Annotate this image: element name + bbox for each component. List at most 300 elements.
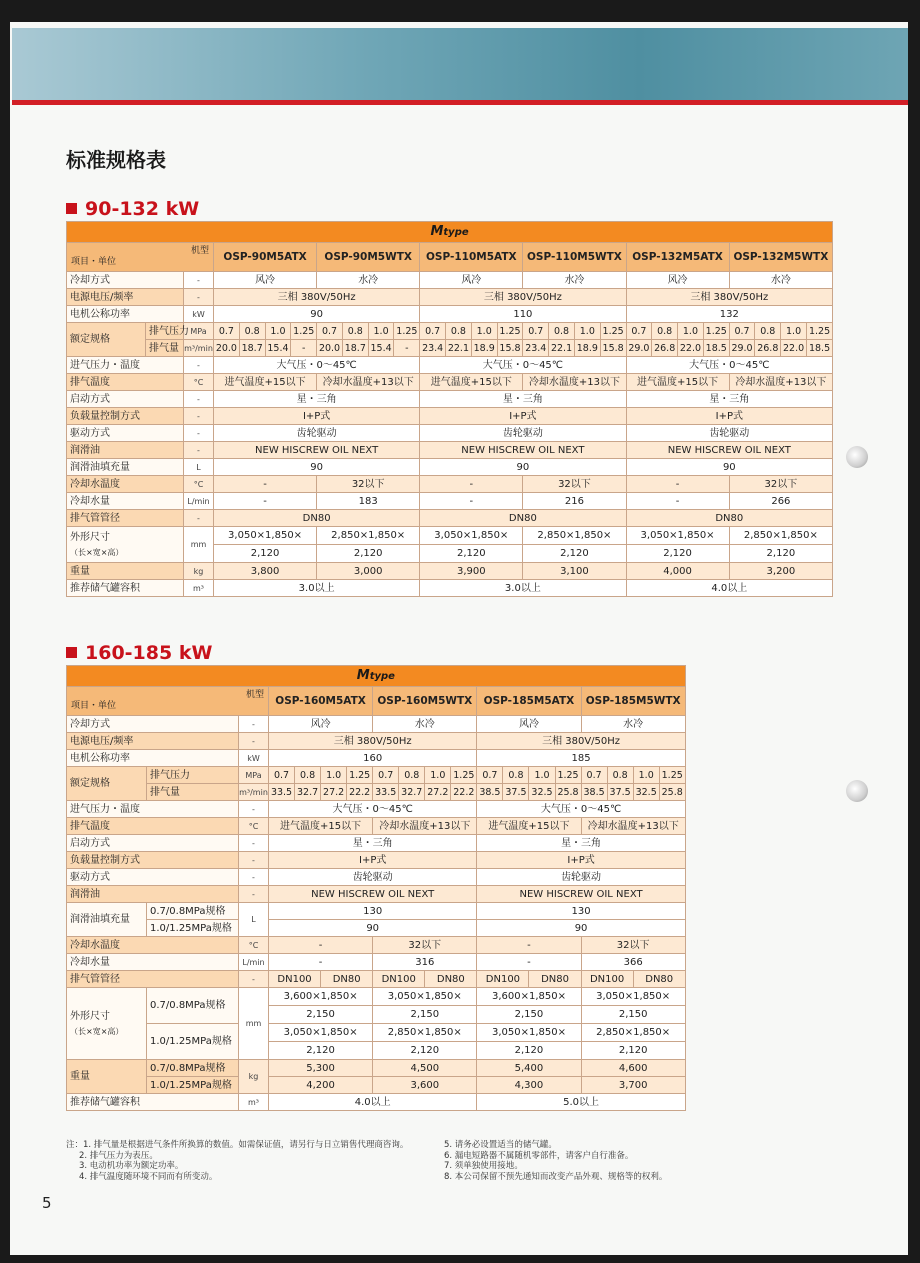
intake-row (67, 801, 686, 818)
value-cell: 33.5 (373, 784, 399, 801)
row-label: 驱动方式 (67, 425, 184, 442)
value-cell: 3,600×1,850× (477, 988, 581, 1006)
value-cell: 110 (420, 306, 626, 323)
value-cell: 5,400 (477, 1060, 581, 1077)
value-cell: 0.7 (581, 767, 607, 784)
value-cell: NEW HISCREW OIL NEXT (214, 442, 420, 459)
row-label: 冷却方式 (67, 716, 239, 733)
header-corner (67, 243, 214, 272)
value-cell: 1.25 (600, 323, 626, 340)
value-cell: DN80 (321, 971, 373, 988)
row-label: 进气压力・温度 (67, 357, 184, 374)
section-label: 160-185 kW (85, 642, 213, 664)
value-cell: 星・三角 (477, 835, 685, 852)
value-cell: 23.4 (523, 340, 549, 357)
dims-label: 外形尺寸 (70, 1010, 110, 1022)
value-cell: 0.8 (342, 323, 368, 340)
row-unit: L (239, 903, 269, 937)
note-line: 5. 请务必设置适当的储气罐。 (444, 1140, 557, 1150)
value-cell: 5.0以上 (477, 1094, 685, 1111)
row-unit: - (239, 971, 269, 988)
row-unit: - (184, 391, 214, 408)
spec-table-160-185 (66, 665, 686, 1111)
value-cell: 1.25 (347, 767, 373, 784)
value-cell: 2,120 (523, 545, 626, 563)
model-header-row (67, 687, 686, 716)
value-cell: DN80 (420, 510, 626, 527)
value-cell: 0.7 (317, 323, 343, 340)
value-cell: 1.25 (451, 767, 477, 784)
value-cell: 15.8 (497, 340, 523, 357)
value-cell: NEW HISCREW OIL NEXT (626, 442, 833, 459)
flow-row (67, 340, 833, 357)
row-unit: L/min (239, 954, 269, 971)
start-row (67, 391, 833, 408)
note-line: 4. 排气温度随环境不同而有所变动。 (79, 1171, 218, 1182)
value-cell: - (291, 340, 317, 357)
value-cell: 32.7 (399, 784, 425, 801)
corner-model-label: 机型 (245, 690, 264, 700)
dims-row-3 (67, 1024, 686, 1042)
value-cell: 3,050×1,850× (214, 527, 317, 545)
value-cell: - (214, 476, 317, 493)
value-cell: 风冷 (420, 272, 523, 289)
value-cell: 0.8 (755, 323, 781, 340)
value-cell: - (420, 476, 523, 493)
row-label: 额定规格 (67, 767, 147, 801)
value-cell: 32以下 (317, 476, 420, 493)
value-cell: I+P式 (420, 408, 626, 425)
dims-row-1 (67, 988, 686, 1006)
note-line: 8. 本公司保留不预先通知而改变产品外观、规格等的权利。 (444, 1171, 668, 1182)
value-cell: 2,850×1,850× (317, 527, 420, 545)
value-cell: 2,850×1,850× (523, 527, 626, 545)
model-name: OSP-132M5ATX (626, 243, 729, 272)
value-cell: 22.2 (347, 784, 373, 801)
value-cell: 22.1 (446, 340, 472, 357)
value-cell: 0.7 (373, 767, 399, 784)
value-cell: 2,150 (269, 1006, 373, 1024)
model-name: OSP-90M5WTX (317, 243, 420, 272)
exhaust_temp-row (67, 818, 686, 835)
value-cell: - (626, 476, 729, 493)
value-cell: 22.2 (451, 784, 477, 801)
row-label: 额定规格 (67, 323, 146, 357)
model-name: OSP-90M5ATX (214, 243, 317, 272)
value-cell: - (394, 340, 420, 357)
weight-row (67, 563, 833, 580)
row-unit: kg (239, 1060, 269, 1094)
mtype-type: type (443, 227, 469, 238)
value-cell: 2,120 (477, 1042, 581, 1060)
value-cell: 25.8 (659, 784, 685, 801)
row-label: 启动方式 (67, 391, 184, 408)
value-cell: 0.7 (477, 767, 503, 784)
row-sublabel: 1.0/1.25MPa规格 (147, 1077, 239, 1094)
value-cell: 冷却水温度+13以下 (523, 374, 626, 391)
value-cell: 0.8 (446, 323, 472, 340)
start-row (67, 835, 686, 852)
row-unit: MPa (184, 323, 214, 340)
value-cell: 0.8 (295, 767, 321, 784)
value-cell: 2,850×1,850× (581, 1024, 685, 1042)
model-header-row (67, 243, 833, 272)
value-cell: 90 (214, 459, 420, 476)
value-cell: 齿轮驱动 (420, 425, 626, 442)
value-cell: 1.0 (265, 323, 291, 340)
model-name: OSP-110M5WTX (523, 243, 626, 272)
value-cell: 大气压・0～45℃ (269, 801, 477, 818)
value-cell: 27.2 (425, 784, 451, 801)
load_ctrl-row (67, 852, 686, 869)
row-sublabel: 排气量 (147, 784, 239, 801)
value-cell: 3,050×1,850× (626, 527, 729, 545)
value-cell: 33.5 (269, 784, 295, 801)
page-title: 标准规格表 (66, 148, 166, 172)
square-bullet-icon (66, 647, 77, 658)
value-cell: 0.8 (503, 767, 529, 784)
value-cell: 风冷 (214, 272, 317, 289)
row-unit: - (184, 272, 214, 289)
value-cell: 0.8 (607, 767, 633, 784)
water_flow-row (67, 954, 686, 971)
value-cell: 366 (581, 954, 685, 971)
pipe-row (67, 510, 833, 527)
value-cell: 1.25 (497, 323, 523, 340)
row-unit: - (239, 716, 269, 733)
row-label: 冷却水量 (67, 954, 239, 971)
value-cell: - (269, 937, 373, 954)
mtype-row (67, 666, 686, 687)
value-cell: 2,120 (373, 1042, 477, 1060)
row-sublabel: 1.0/1.25MPa规格 (147, 1024, 239, 1060)
value-cell: 星・三角 (420, 391, 626, 408)
value-cell: 22.0 (678, 340, 704, 357)
pressure-row (67, 767, 686, 784)
value-cell: 星・三角 (626, 391, 833, 408)
row-unit: mm (184, 527, 214, 563)
row-unit: - (239, 733, 269, 750)
value-cell: 1.0 (368, 323, 394, 340)
section-heading-90-132 (66, 198, 199, 220)
value-cell: 风冷 (477, 716, 581, 733)
value-cell: NEW HISCREW OIL NEXT (269, 886, 477, 903)
row-label (67, 988, 147, 1060)
mtype-row (67, 222, 833, 243)
value-cell: 18.7 (342, 340, 368, 357)
oil-fill-row-2 (67, 920, 686, 937)
row-label: 驱动方式 (67, 869, 239, 886)
row-unit: - (239, 869, 269, 886)
row-label: 冷却方式 (67, 272, 184, 289)
value-cell: 1.0 (529, 767, 555, 784)
value-cell: 2,120 (317, 545, 420, 563)
value-cell: DN100 (477, 971, 529, 988)
value-cell: 进气温度+15以下 (477, 818, 581, 835)
value-cell: 水冷 (581, 716, 685, 733)
value-cell: 32以下 (523, 476, 626, 493)
value-cell: 3,050×1,850× (477, 1024, 581, 1042)
section-heading-160-185 (66, 642, 212, 664)
value-cell: 3,600×1,850× (269, 988, 373, 1006)
row-label: 进气压力・温度 (67, 801, 239, 818)
value-cell: 3,800 (214, 563, 317, 580)
value-cell: 1.25 (394, 323, 420, 340)
row-label: 润滑油填充量 (67, 903, 147, 937)
value-cell: DN80 (633, 971, 685, 988)
value-cell: 18.7 (239, 340, 265, 357)
value-cell: 26.8 (652, 340, 678, 357)
value-cell: I+P式 (477, 852, 685, 869)
value-cell: 0.8 (399, 767, 425, 784)
header-red-stripe (12, 100, 908, 105)
value-cell: 冷却水温度+13以下 (373, 818, 477, 835)
spec-table-90-132 (66, 221, 833, 597)
row-label: 电机公称功率 (67, 750, 239, 767)
dims-row-1 (67, 527, 833, 545)
load_ctrl-row (67, 408, 833, 425)
value-cell: 38.5 (477, 784, 503, 801)
value-cell: 32以下 (729, 476, 833, 493)
value-cell: 130 (477, 903, 685, 920)
value-cell: 0.7 (523, 323, 549, 340)
note-line: 3. 电动机功率为额定功率。 (79, 1161, 184, 1171)
corner-model-label: 机型 (190, 246, 209, 256)
value-cell: 1.0 (321, 767, 347, 784)
value-cell: 32.7 (295, 784, 321, 801)
value-cell: 18.9 (471, 340, 497, 357)
tank-row (67, 1094, 686, 1111)
value-cell: 130 (269, 903, 477, 920)
value-cell: 183 (317, 493, 420, 510)
drive-row (67, 425, 833, 442)
row-label: 负载量控制方式 (67, 852, 239, 869)
row-label: 冷却水温度 (67, 476, 184, 493)
value-cell: DN80 (529, 971, 581, 988)
value-cell: 1.25 (703, 323, 729, 340)
row-sublabel: 1.0/1.25MPa规格 (147, 920, 239, 937)
row-label: 冷却水温度 (67, 937, 239, 954)
water_temp-row (67, 937, 686, 954)
row-label: 润滑油填充量 (67, 459, 184, 476)
row-label: 排气温度 (67, 818, 239, 835)
row-label: 重量 (67, 563, 184, 580)
cooling-row (67, 716, 686, 733)
motor-row (67, 306, 833, 323)
value-cell: 3,050×1,850× (581, 988, 685, 1006)
value-cell: 三相 380V/50Hz (626, 289, 833, 306)
value-cell: 进气温度+15以下 (626, 374, 729, 391)
value-cell: 0.8 (239, 323, 265, 340)
motor-row (67, 750, 686, 767)
tank-row (67, 580, 833, 597)
binder-hole-icon (846, 780, 868, 802)
value-cell: 1.0 (425, 767, 451, 784)
value-cell: 大气压・0～45℃ (420, 357, 626, 374)
value-cell: 齿轮驱动 (269, 869, 477, 886)
oil-row (67, 886, 686, 903)
value-cell: 水冷 (729, 272, 833, 289)
row-unit: - (239, 801, 269, 818)
value-cell: 3.0以上 (420, 580, 626, 597)
mtype-banner (67, 222, 833, 243)
row-label: 负载量控制方式 (67, 408, 184, 425)
value-cell: 进气温度+15以下 (214, 374, 317, 391)
value-cell: DN80 (626, 510, 833, 527)
value-cell: 1.0 (781, 323, 807, 340)
value-cell: 0.7 (420, 323, 446, 340)
value-cell: 2,850×1,850× (729, 527, 833, 545)
value-cell: 0.8 (549, 323, 575, 340)
pipe-row (67, 971, 686, 988)
oil-fill-row-1 (67, 903, 686, 920)
row-unit: mm (239, 988, 269, 1060)
value-cell: 1.25 (806, 323, 832, 340)
value-cell: 160 (269, 750, 477, 767)
exhaust_temp-row (67, 374, 833, 391)
value-cell: 32.5 (529, 784, 555, 801)
value-cell: I+P式 (626, 408, 833, 425)
row-label: 推荐储气罐容积 (67, 1094, 239, 1111)
value-cell: 2,150 (477, 1006, 581, 1024)
header-banner (12, 28, 908, 102)
value-cell: 4,500 (373, 1060, 477, 1077)
value-cell: 1.0 (471, 323, 497, 340)
value-cell: 星・三角 (214, 391, 420, 408)
value-cell: 3,050×1,850× (269, 1024, 373, 1042)
value-cell: 3.0以上 (214, 580, 420, 597)
value-cell: 三相 380V/50Hz (477, 733, 685, 750)
value-cell: 3,200 (729, 563, 833, 580)
value-cell: 三相 380V/50Hz (269, 733, 477, 750)
value-cell: 18.5 (703, 340, 729, 357)
value-cell: 185 (477, 750, 685, 767)
weight-row-2 (67, 1077, 686, 1094)
value-cell: 1.0 (678, 323, 704, 340)
header-corner (67, 687, 269, 716)
value-cell: - (477, 937, 581, 954)
row-sublabel: 0.7/0.8MPa规格 (147, 903, 239, 920)
model-name: OSP-132M5WTX (729, 243, 833, 272)
row-label: 重量 (67, 1060, 147, 1094)
oil-row (67, 442, 833, 459)
row-unit: °C (184, 374, 214, 391)
value-cell: 1.0 (574, 323, 600, 340)
value-cell: 3,050×1,850× (420, 527, 523, 545)
row-unit: L (184, 459, 214, 476)
value-cell: 冷却水温度+13以下 (581, 818, 685, 835)
row-sublabel: 排气压力 (146, 323, 184, 340)
dims-sublabel: （长×宽×高） (70, 1026, 124, 1036)
value-cell: 2,150 (373, 1006, 477, 1024)
dims-sublabel: （长×宽×高） (70, 547, 124, 557)
water_temp-row (67, 476, 833, 493)
value-cell: 132 (626, 306, 833, 323)
value-cell: 2,850×1,850× (373, 1024, 477, 1042)
value-cell: 大气压・0～45℃ (477, 801, 685, 818)
value-cell: 15.4 (265, 340, 291, 357)
value-cell: - (214, 493, 317, 510)
value-cell: 1.25 (659, 767, 685, 784)
value-cell: 风冷 (269, 716, 373, 733)
value-cell: - (269, 954, 373, 971)
row-unit: kW (239, 750, 269, 767)
row-unit: - (239, 886, 269, 903)
value-cell: 三相 380V/50Hz (214, 289, 420, 306)
row-sublabel: 0.7/0.8MPa规格 (147, 1060, 239, 1077)
value-cell: 22.1 (549, 340, 575, 357)
value-cell: 0.7 (214, 323, 240, 340)
model-name: OSP-185M5ATX (477, 687, 581, 716)
oil_fill-row (67, 459, 833, 476)
value-cell: 5,300 (269, 1060, 373, 1077)
row-unit: - (184, 510, 214, 527)
row-label: 排气管管径 (67, 510, 184, 527)
value-cell: 37.5 (607, 784, 633, 801)
value-cell: 4.0以上 (269, 1094, 477, 1111)
value-cell: 266 (729, 493, 833, 510)
note-line: 6. 漏电短路器不属随机零部件，请客户自行准备。 (444, 1150, 634, 1161)
water_flow-row (67, 493, 833, 510)
intake-row (67, 357, 833, 374)
row-label: 启动方式 (67, 835, 239, 852)
value-cell: 32以下 (581, 937, 685, 954)
power_supply-row (67, 733, 686, 750)
value-cell: 38.5 (581, 784, 607, 801)
value-cell: 3,700 (581, 1077, 685, 1094)
value-cell: - (477, 954, 581, 971)
section-label: 90-132 kW (85, 198, 200, 220)
model-name: OSP-110M5ATX (420, 243, 523, 272)
model-name: OSP-160M5WTX (373, 687, 477, 716)
value-cell: 90 (626, 459, 833, 476)
row-label: 排气管管径 (67, 971, 239, 988)
dims-label: 外形尺寸 (70, 531, 110, 543)
row-sublabel: 排气压力 (147, 767, 239, 784)
value-cell: DN100 (373, 971, 425, 988)
value-cell: 齿轮驱动 (477, 869, 685, 886)
row-unit: L/min (184, 493, 214, 510)
value-cell: 37.5 (503, 784, 529, 801)
value-cell: 316 (373, 954, 477, 971)
flow-row (67, 784, 686, 801)
value-cell: 29.0 (729, 340, 755, 357)
value-cell: 4,300 (477, 1077, 581, 1094)
row-unit: m³ (239, 1094, 269, 1111)
value-cell: 2,120 (729, 545, 833, 563)
value-cell: 2,120 (581, 1042, 685, 1060)
value-cell: 2,120 (214, 545, 317, 563)
row-unit: kW (184, 306, 214, 323)
value-cell: 29.0 (626, 340, 652, 357)
row-label: 冷却水量 (67, 493, 184, 510)
value-cell: 20.0 (317, 340, 343, 357)
value-cell: 18.5 (806, 340, 832, 357)
pressure-row (67, 323, 833, 340)
mtype-type: type (369, 671, 395, 682)
row-label: 电源电压/频率 (67, 733, 239, 750)
row-unit: MPa (239, 767, 269, 784)
cooling-row (67, 272, 833, 289)
page-number: 5 (42, 1194, 52, 1212)
drive-row (67, 869, 686, 886)
value-cell: 3,050×1,850× (373, 988, 477, 1006)
value-cell: DN100 (581, 971, 633, 988)
value-cell: 1.25 (555, 767, 581, 784)
value-cell: 进气温度+15以下 (269, 818, 373, 835)
row-unit: - (184, 425, 214, 442)
value-cell: 大气压・0～45℃ (214, 357, 420, 374)
